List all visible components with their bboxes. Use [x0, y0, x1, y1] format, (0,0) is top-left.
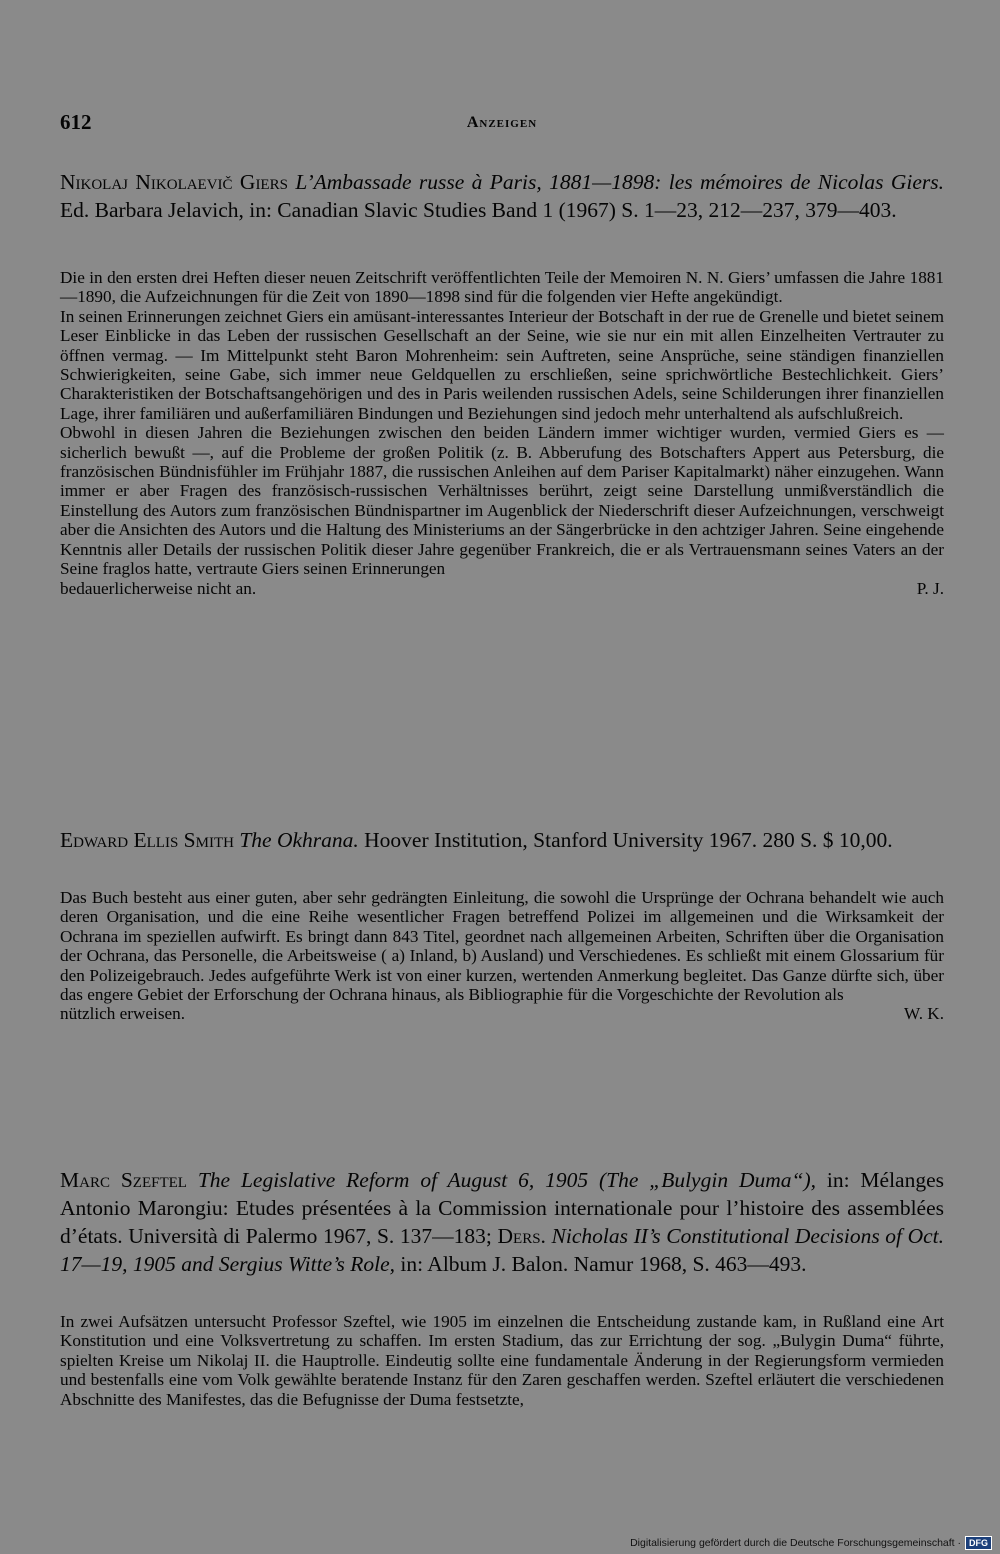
dfg-logo: DFG — [965, 1536, 992, 1550]
paragraph: In seinen Erinnerungen zeichnet Giers ein amüsant-interessantes Interieur der Botschaft in der rue de Grenelle und bietet seinem Leser Einblicke in das Leben der russischen Gesellschaft an der Seine, wie sie nur ein mit allen Einzelheiten Vertrauter zu öffnen vermag. — Im Mittelpunkt steht Baron Mohrenheim: sein Auftreten, seine Ansprüche, seine ständigen finanziellen Schwierigkeiten, seine Gabe, sich immer neue Geldquellen zu erschließen, seine sprichwörtliche Bestechlichkeit. Giers’ Charakteristiken der Botschaftsangehörigen und des in Paris weilenden russischen Adels, seine Schilderungen ihrer finanziellen Lage, ihrer familiären und außerfamiliären Bindungen und Beziehungen sind jedoch mehr unterhaltend als aufschlußreich. — [60, 306, 944, 423]
closing-line — [60, 579, 944, 598]
review-smith — [60, 826, 944, 1024]
paragraph: Obwohl in diesen Jahren die Beziehungen zwischen den beiden Ländern immer wichtiger wurden, vermied Giers es — sicherlich bewußt —, auf die Probleme der großen Politik (z. B. Abberufung des Botschafters Appert aus Petersburg, die französischen Bündnisfühler im Frühjahr 1887, die russischen Anleihen auf dem Pariser Kapitalmarkt) näher einzugehen. Wann immer er aber Fragen des französisch-russischen Verhältnisses berührt, zeigt seine Darstellung unmißverständlich die Einstellung des Autors zum französischen Bündnispartner im Augenblick der Niederschrift dieser Aufzeichnungen, verschweigt aber die Ansichten des Autors und die Haltung des Ministeriums an der Sängerbrücke in den achtziger Jahren. Seine eingehende Kenntnis aller Details der russischen Politik dieser Jahre gegenüber Frankreich, die er als Vertrauensmann seines Vaters an der Seine fraglos hatte, vertraute Giers seinen Erinnerungen — [60, 423, 944, 579]
reviewer-initials: P. J. — [916, 578, 944, 598]
citation — [60, 1166, 944, 1278]
review-body — [60, 1312, 944, 1409]
publication-info: Hoover Institution, Stanford University 1967. 280 S. $ 10,00. — [364, 828, 893, 852]
author: Edward Ellis Smith — [60, 828, 234, 852]
author: Marc Szeftel — [60, 1168, 187, 1192]
review-body — [60, 888, 944, 1024]
article-title-2: Nicholas II’s Constitutional Decisions of Oct. 17—19, 1905 and Sergius Witte’s Role, — [60, 1224, 945, 1276]
review-body — [60, 268, 944, 598]
closing-line — [60, 1004, 944, 1023]
publication-info: in: Mélanges Antonio Marongiu: Etudes présentées à la Commission internationale pour l’histoire des assemblées d’états. Università di Palermo 1967, S. 137—183; — [60, 1168, 945, 1248]
closing-text: nützlich erweisen. — [60, 1004, 186, 1024]
publication-info: Ed. Barbara Jelavich, in: Canadian Slavic Studies Band 1 (1967) S. 1—23, 212—237, 379—403. — [60, 198, 897, 222]
digitization-credit — [630, 1536, 992, 1550]
paragraph: Die in den ersten drei Heften dieser neuen Zeitschrift veröffentlichten Teile der Memoiren N. N. Giers’ umfassen die Jahre 1881—1890, die Aufzeichnungen für die Zeit von 1890—1898 sind für die folgenden vier Hefte angekündigt. — [60, 268, 944, 307]
reviewer-initials: W. K. — [904, 1004, 944, 1024]
paragraph: In zwei Aufsätzen untersucht Professor Szeftel, wie 1905 im einzelnen die Entscheidung zustande kam, in Rußland eine Art Konstitution und eine Volksvertretung zu schaffen. Im ersten Stadium, das zur Errichtung der sog. „Bulygin Duma“ führte, spielten Kreise um Nikolaj II. die Hauptrolle. Eindeutig sollte eine fundamentale Änderung in der Regierungsform vermieden und bestenfalls eine vom Volk gewählte beratende Instanz für den Zaren geschaffen werden. Szeftel erläutert die verschiedenen Abschnitte des Manifestes, das die Befugnisse der Duma festsetzte, — [60, 1312, 944, 1409]
page-header — [60, 110, 944, 140]
citation — [60, 168, 944, 224]
running-head: Anzeigen — [466, 114, 538, 131]
citation — [60, 826, 944, 854]
review-giers — [60, 168, 944, 598]
article-title: The Legislative Reform of August 6, 1905 (The „Bulygin Duma“), — [197, 1168, 816, 1192]
page-number: 612 — [60, 110, 92, 134]
review-szeftel — [60, 1166, 944, 1409]
closing-text: bedauerlicherweise nicht an. — [60, 578, 257, 598]
publication-info-2: in: Album J. Balon. Namur 1968, S. 463—493. — [400, 1252, 807, 1276]
book-title: The Okhrana. — [239, 828, 359, 852]
credit-text: Digitalisierung gefördert durch die Deutsche Forschungsgemeinschaft · — [630, 1537, 961, 1549]
author: Nikolaj Nikolaevič Giers — [60, 170, 288, 194]
paragraph: Das Buch besteht aus einer guten, aber sehr gedrängten Einleitung, die sowohl die Ursprünge der Ochrana behandelt wie auch deren Organisation, und die eine Reihe wesentlicher Fragen betreffend Polizei im allgemeinen und die Wirksamkeit der Ochrana im speziellen aufwirft. Es bringt dann 843 Titel, geordnet nach allgemeinen Arbeiten, Schriften über die Organisation der Ochrana, das Personelle, die Arbeitsweise ( a) Inland, b) Ausland) und Verschiedenes. Es schließt mit einem Glossarium für den Polizeigebrauch. Jedes aufgeführte Werk ist von einer kurzen, wertenden Anmerkung begleitet. Das Ganze dürfte sich, über das engere Gebiet der Erforschung der Ochrana hinaus, als Bibliographie für die Vorgeschichte der Revolution als — [60, 888, 944, 1005]
ders-abbreviation: Ders. — [497, 1224, 546, 1248]
book-title: L’Ambassade russe à Paris, 1881—1898: les mémoires de Nicolas Giers. — [295, 170, 944, 194]
